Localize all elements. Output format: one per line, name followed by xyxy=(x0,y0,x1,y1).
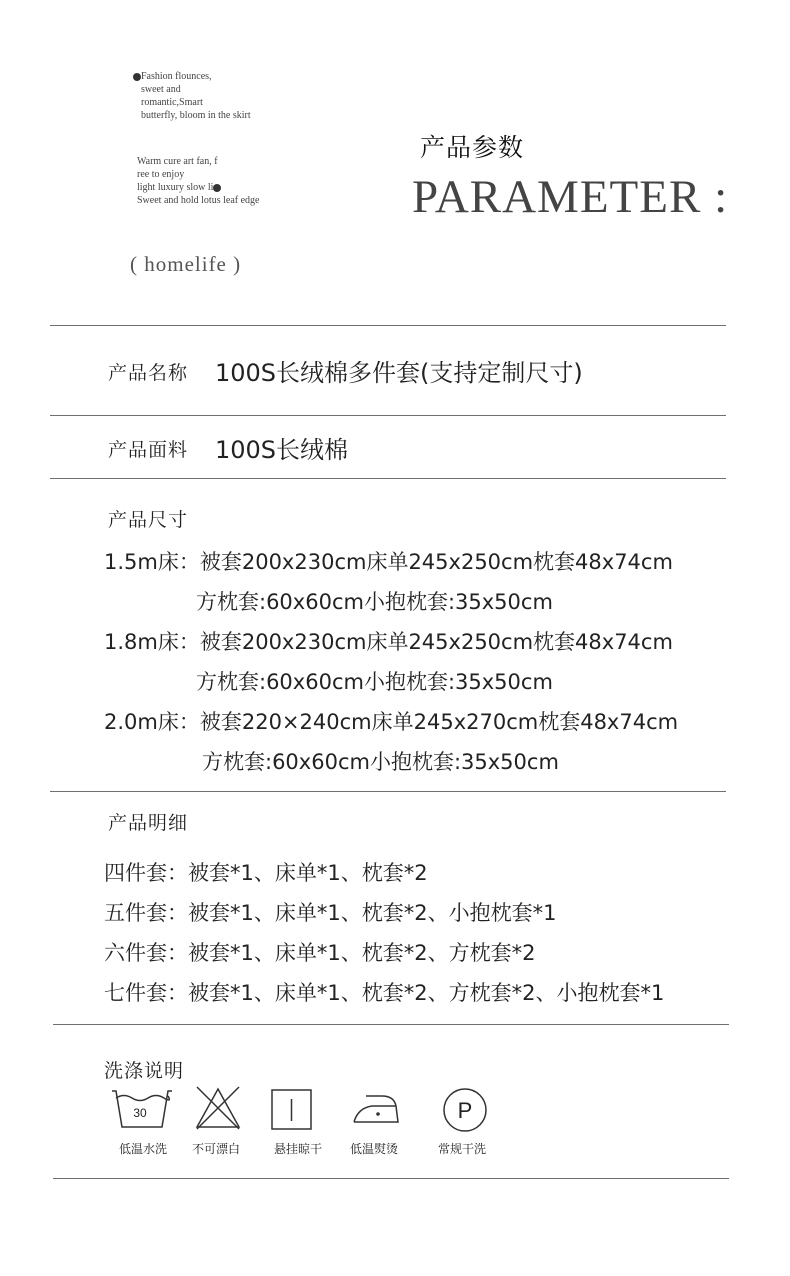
care-item-label: 悬挂晾干 xyxy=(273,1142,322,1156)
dry-clean-symbol: P xyxy=(457,1098,473,1123)
care-item-label: 低温熨烫 xyxy=(349,1142,398,1156)
intro-line: Sweet and hold lotus leaf edge xyxy=(137,195,260,206)
divider xyxy=(53,1024,729,1025)
wash-30-icon xyxy=(110,1088,174,1130)
detail-line: 七件套：被套*1、床单*1、枕套*2、方枕套*2、小抱枕套*1 xyxy=(104,981,665,1005)
intro-line: light luxury slow li xyxy=(137,182,214,193)
product-name-value: 100S长绒棉多件套(支持定制尺寸) xyxy=(215,359,583,387)
divider xyxy=(50,325,726,326)
hang-dry-icon xyxy=(271,1089,313,1131)
size-line: 方枕套:60x60cm小抱枕套:35x50cm xyxy=(202,750,559,774)
product-name-label: 产品名称 xyxy=(108,362,189,384)
intro-text-1 xyxy=(133,70,251,122)
divider xyxy=(50,415,726,416)
care-item-label: 常规干洗 xyxy=(437,1142,486,1156)
product-detail-label: 产品明细 xyxy=(108,812,189,834)
bullet-dot-icon xyxy=(133,73,141,81)
size-line: 1.8m床：被套200x230cm床单245x250cm枕套48x74cm xyxy=(104,630,673,654)
size-line: 方枕套:60x60cm小抱枕套:35x50cm xyxy=(196,590,553,614)
intro-line: Warm cure art fan, f xyxy=(137,156,218,167)
product-fabric-value: 100S长绒棉 xyxy=(215,436,349,464)
care-item-label: 低温水洗 xyxy=(118,1142,167,1156)
intro-line: butterfly, bloom in the skirt xyxy=(141,110,251,121)
brand-name: ( homelife ) xyxy=(130,252,242,276)
product-fabric-label: 产品面料 xyxy=(108,439,189,461)
intro-line: ree to enjoy xyxy=(137,169,185,180)
divider xyxy=(50,791,726,792)
intro-line: Fashion flounces, xyxy=(141,71,212,82)
detail-line: 四件套：被套*1、床单*1、枕套*2 xyxy=(104,861,428,885)
divider xyxy=(53,1178,729,1179)
intro-text-2 xyxy=(137,155,259,207)
wash-temp-text: 30 xyxy=(133,1106,147,1120)
intro-line: sweet and xyxy=(141,84,181,95)
section-title-en: PARAMETER : xyxy=(412,171,729,223)
product-size-label: 产品尺寸 xyxy=(108,509,189,531)
low-iron-icon xyxy=(352,1090,400,1126)
detail-line: 六件套：被套*1、床单*1、枕套*2、方枕套*2 xyxy=(104,941,536,965)
size-line: 方枕套:60x60cm小抱枕套:35x50cm xyxy=(196,670,553,694)
detail-line: 五件套：被套*1、床单*1、枕套*2、小抱枕套*1 xyxy=(104,901,557,925)
care-item-label: 不可漂白 xyxy=(191,1142,240,1156)
no-bleach-icon xyxy=(193,1085,243,1131)
care-label: 洗涤说明 xyxy=(104,1060,185,1082)
section-title-cn: 产品参数 xyxy=(420,133,525,162)
intro-line: romantic,Smart xyxy=(141,97,203,108)
divider xyxy=(50,478,726,479)
size-line: 1.5m床：被套200x230cm床单245x250cm枕套48x74cm xyxy=(104,550,673,574)
dry-clean-p-icon xyxy=(441,1087,489,1135)
size-line: 2.0m床：被套220×240cm床单245x270cm枕套48x74cm xyxy=(104,710,679,734)
bullet-dot-icon xyxy=(213,184,221,192)
